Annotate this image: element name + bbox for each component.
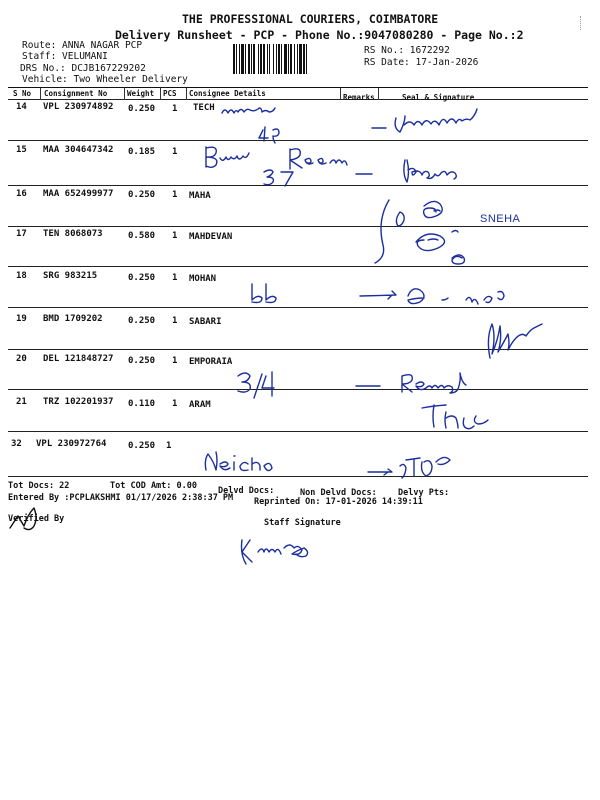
total-docs: Tot Docs: 22 — [8, 481, 70, 491]
row-pcs: 1 — [172, 273, 178, 283]
row-sno: 15 — [16, 145, 27, 155]
handwritten-signature — [452, 255, 464, 264]
row-sno: 21 — [16, 397, 27, 407]
handwriting-note — [259, 127, 279, 143]
handwritten-signature — [375, 200, 404, 263]
row-sno: 17 — [16, 229, 27, 239]
total-cod-amount: Tot COD Amt: 0.00 — [110, 481, 197, 491]
row-sno: 18 — [16, 271, 27, 281]
handwriting-note — [222, 108, 275, 113]
row-consignment: TRZ 102201937 — [43, 397, 114, 407]
entered-by: Entered By :PCPLAKSHMI 01/17/2026 2:38:37 PM — [8, 493, 234, 503]
row-pcs: 1 — [172, 190, 178, 200]
row-pcs: 1 — [166, 441, 172, 451]
row-weight: 0.250 — [128, 273, 156, 283]
row-pcs: 1 — [172, 356, 178, 366]
handwritten-signature — [424, 201, 443, 217]
row-pcs: 1 — [172, 104, 178, 114]
handwriting-note — [290, 149, 347, 169]
row-consignment: VPL 230972764 — [36, 439, 107, 449]
handwriting-note — [252, 284, 276, 303]
row-weight: 0.250 — [128, 356, 156, 366]
row-consignee: MAHDEVAN — [189, 232, 233, 242]
non-delivered-docs: Non Delvd Docs: — [300, 488, 377, 498]
row-pcs: 1 — [172, 147, 178, 157]
delivered-docs: Delvd Docs: — [218, 486, 275, 496]
staff-signature-label: Staff Signature — [264, 518, 341, 528]
row-consignment: BMD 1709202 — [43, 314, 103, 324]
rs-date: RS Date: 17-Jan-2026 — [364, 57, 479, 68]
handwriting-note — [205, 452, 272, 471]
col-header-sno: S No — [13, 89, 32, 98]
handwritten-signature — [372, 109, 477, 132]
verified-by-label: Verified By — [8, 514, 65, 524]
col-header-remarks: Remarks — [343, 93, 375, 102]
route-label: Route: ANNA NAGAR PCP — [22, 40, 143, 51]
row-sno: 19 — [16, 314, 27, 324]
staff-signature — [242, 540, 308, 564]
handwritten-signature — [360, 289, 504, 304]
handwritten-signature — [488, 324, 542, 358]
row-weight: 0.185 — [128, 147, 156, 157]
delivery-points: Delvy Pts: — [398, 488, 450, 498]
row-weight: 0.250 — [128, 104, 156, 114]
col-header-consignment: Consignment No — [44, 89, 108, 98]
col-header-weight: Weight — [127, 89, 155, 98]
col-header-signature: Seal & Signature — [402, 93, 475, 102]
row-weight: 0.250 — [128, 190, 156, 200]
row-weight: 0.250 — [128, 316, 156, 326]
col-header-pcs: PCS — [163, 89, 177, 98]
row-consignee: EMPORAIA — [189, 357, 233, 367]
row-sno: 16 — [16, 189, 27, 199]
handwritten-signature — [356, 160, 456, 182]
company-name: THE PROFESSIONAL COURIERS, COIMBATORE — [182, 12, 439, 26]
handwritten-signature — [368, 457, 450, 478]
row-pcs: 1 — [172, 399, 178, 409]
row-consignee: MOHAN — [189, 274, 217, 284]
handwriting-sneha: SNEHA — [480, 213, 521, 225]
row-consignment: SRG 983215 — [43, 271, 98, 281]
row-pcs: 1 — [172, 231, 178, 241]
rs-number: RS No.: 1672292 — [364, 45, 450, 56]
row-weight: 0.110 — [128, 399, 156, 409]
row-consignee: TECH — [193, 103, 215, 113]
row-weight: 0.250 — [128, 441, 156, 451]
row-consignee: SABARI — [189, 317, 222, 327]
reprinted-on: Reprinted On: 17-01-2026 14:39:11 — [254, 497, 423, 507]
handwriting-note — [238, 372, 274, 398]
handwritten-signature — [422, 405, 488, 429]
vehicle-label: Vehicle: Two Wheeler Delivery — [22, 74, 188, 85]
drs-number: DRS No.: DCJB167229202 — [20, 63, 146, 74]
staff-label: Staff: VELUMANI — [22, 51, 108, 62]
handwriting-note — [264, 170, 293, 186]
handwriting-note — [206, 147, 249, 167]
row-sno: 14 — [16, 102, 27, 112]
row-consignment: VPL 230974892 — [43, 102, 114, 112]
row-consignment: MAA 304647342 — [43, 145, 114, 155]
row-weight: 0.580 — [128, 231, 156, 241]
row-pcs: 1 — [172, 316, 178, 326]
row-consignee: MAHA — [189, 191, 211, 201]
row-consignee: ARAM — [189, 400, 211, 410]
row-consignment: DEL 121848727 — [43, 354, 114, 364]
row-sno: 20 — [16, 354, 27, 364]
runsheet-subtitle: Delivery Runsheet - PCP - Phone No.:9047080280 - Page No.:2 — [115, 28, 524, 42]
row-consignment: TEN 8068073 — [43, 229, 103, 239]
row-sno: 32 — [11, 439, 22, 449]
col-header-consignee: Consignee Details — [189, 89, 266, 98]
handwritten-signature — [416, 231, 458, 251]
row-consignment: MAA 652499977 — [43, 189, 114, 199]
handwritten-signature — [356, 373, 466, 393]
